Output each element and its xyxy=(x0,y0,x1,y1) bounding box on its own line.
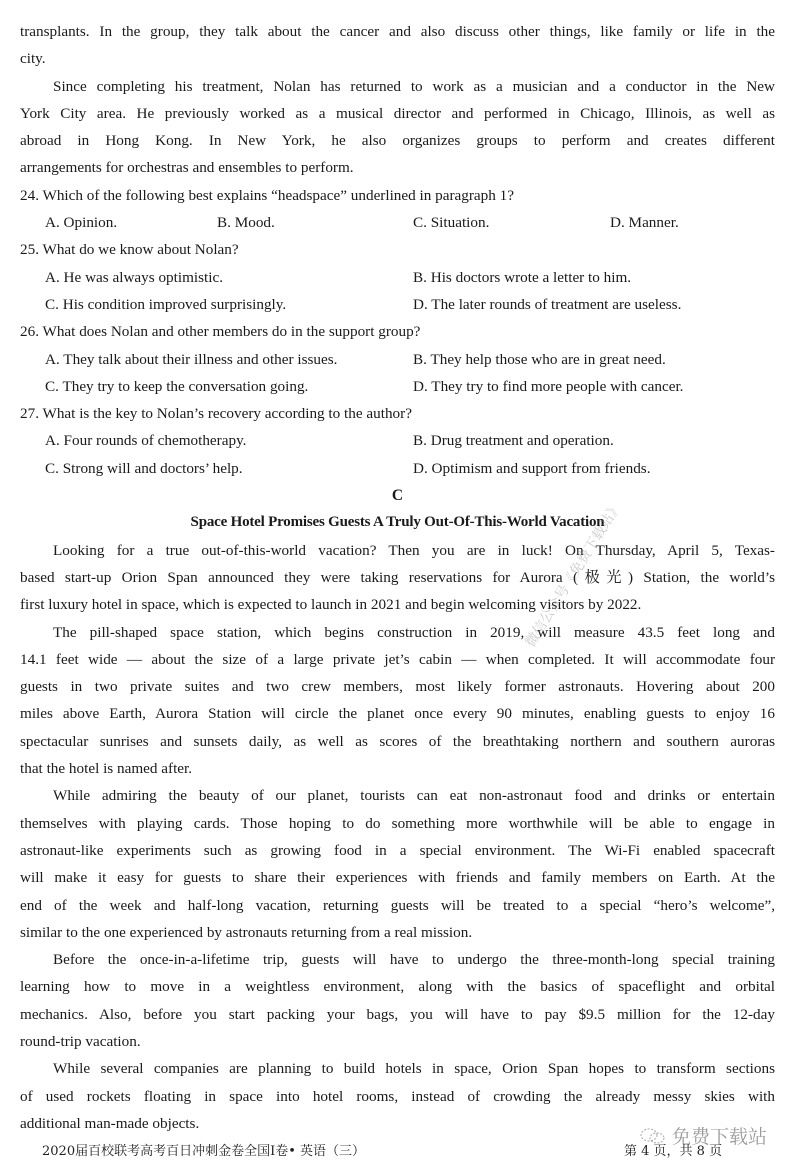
passage-c-paragraph-1 xyxy=(20,537,775,619)
paragraph-line: 14.1 feet wide — about the size of a large private jet’s cabin — when completed. It will accommodate four xyxy=(20,650,775,668)
page-footer xyxy=(42,1140,742,1159)
option-b[interactable]: B. Mood. xyxy=(217,214,275,232)
question-24-stem: 24. Which of the following best explains “headspace” underlined in paragraph 1? xyxy=(20,186,514,204)
question-26-options-row2 xyxy=(20,373,775,400)
passage-b-line: Since completing his treatment, Nolan has returned to work as a musician and a conductor in the New xyxy=(53,77,775,95)
option-a[interactable]: A. He was always optimistic. xyxy=(45,268,224,286)
question-24-options xyxy=(20,209,775,236)
watermark-diagonal: 微信公众号《免费下载站》 xyxy=(522,499,626,651)
passage-b-line: city. xyxy=(20,50,46,68)
question-26-options-row1 xyxy=(20,346,775,373)
passage-b-line: arrangements for orchestras and ensembles to perform. xyxy=(20,159,354,177)
paragraph-line: miles above Earth, Aurora Station will circle the planet once every 90 minutes, enabling guests to enjoy 16 xyxy=(20,705,775,723)
paragraph-line: Before the once-in-a-lifetime trip, guests will have to undergo the three-month-long special training xyxy=(53,951,775,969)
option-d[interactable]: D. Optimism and support from friends. xyxy=(413,459,651,477)
section-letter: C xyxy=(391,487,404,505)
paragraph-line: guests in two private suites and two crew members, most likely former astronauts. Hovering about 200 xyxy=(20,678,775,696)
paragraph-line: additional man-made objects. xyxy=(20,1114,200,1132)
passage-c-paragraph-3 xyxy=(20,782,775,946)
paragraph-line: similar to the one experienced by astronauts returning from a real mission. xyxy=(20,923,473,941)
paragraph-line: will make it easy for guests to share their experiences with friends and family members on Earth. At the xyxy=(20,869,775,887)
option-d[interactable]: D. Manner. xyxy=(610,214,679,232)
paragraph-line: Looking for a true out-of-this-world vacation? Then you are in luck! On Thursday, April 5, Texas- xyxy=(53,541,775,559)
question-25-stem: 25. What do we know about Nolan? xyxy=(20,241,239,259)
option-a[interactable]: A. Opinion. xyxy=(45,214,118,232)
question-25-options-row2 xyxy=(20,291,775,318)
paragraph-line: end of the week and half-long vacation, returning guests will be treated to a special “hero’s welcome”, xyxy=(20,896,775,914)
option-a[interactable]: A. Four rounds of chemotherapy. xyxy=(45,432,247,450)
paragraph-line: based start-up Orion Span announced they were taking reservations for Aurora (极光) Station, the world’s xyxy=(20,568,775,586)
paragraph-line: learning how to move in a weightless environment, along with the basics of spaceflight and orbital xyxy=(20,978,775,996)
question-27-stem: 27. What is the key to Nolan’s recovery according to the author? xyxy=(20,405,412,423)
paragraph-line: astronaut-like experiments such as growing food in a special environment. The Wi-Fi enabled spacecraft xyxy=(20,841,775,859)
paragraph-line: themselves with playing cards. Those hoping to do something more worthwhile will be able to engage in xyxy=(20,814,775,832)
passage-b-line: abroad in Hong Kong. In New York, he also organizes groups to perform and creates different xyxy=(20,132,775,150)
paragraph-line: mechanics. Also, before you start packing your bags, you will have to pay $9.5 million for the 12-day xyxy=(20,1005,775,1023)
paragraph-line: that the hotel is named after. xyxy=(20,760,193,778)
question-27-options-row1 xyxy=(20,427,775,454)
passage-title: Space Hotel Promises Guests A Truly Out-Of-This-World Vacation xyxy=(190,514,605,531)
option-d[interactable]: D. The later rounds of treatment are useless. xyxy=(413,295,682,313)
option-b[interactable]: B. Drug treatment and operation. xyxy=(413,432,614,450)
paragraph-line: While admiring the beauty of our planet, tourists can eat non-astronaut food and drinks or entertain xyxy=(53,787,775,805)
paragraph-line: spectacular sunrises and sunsets daily, as well as scores of the breathtaking northern and southern auroras xyxy=(20,732,775,750)
option-c[interactable]: C. Strong will and doctors’ help. xyxy=(45,459,243,477)
question-26-stem: 26. What does Nolan and other members do in the support group? xyxy=(20,323,421,341)
passage-c-paragraph-4 xyxy=(20,946,775,1055)
option-c[interactable]: C. Situation. xyxy=(413,214,490,232)
option-c[interactable]: C. They try to keep the conversation going. xyxy=(45,377,309,395)
option-c[interactable]: C. His condition improved surprisingly. xyxy=(45,295,287,313)
footer-page-number: 第 4 页，共 8 页 xyxy=(624,1144,723,1159)
option-b[interactable]: B. They help those who are in great need. xyxy=(413,350,666,368)
exam-page xyxy=(20,18,775,1137)
paragraph-line: of used rockets floating in space into hotel rooms, instead of crowding the already messy skies with xyxy=(20,1087,775,1105)
watermark-corner-text: 免费下载站 xyxy=(672,1126,768,1148)
paragraph-line: round-trip vacation. xyxy=(20,1032,141,1050)
question-25-options-row1 xyxy=(20,264,775,291)
passage-b-line: transplants. In the group, they talk about the cancer and also discuss other things, like family or life in the xyxy=(20,23,775,40)
paragraph-line: While several companies are planning to build hotels in space, Orion Span hopes to transform sections xyxy=(53,1060,775,1078)
passage-b-line: York City area. He previously worked as a musical director and performed in Chicago, Illinois, as well as xyxy=(20,104,775,122)
footer-exam-title: 2020届百校联考高考百日冲刺金卷全国Ⅰ卷• 英语（三） xyxy=(42,1144,366,1159)
paragraph-line: The pill-shaped space station, which begins construction in 2019, will measure 43.5 feet long and xyxy=(53,623,775,641)
option-b[interactable]: B. His doctors wrote a letter to him. xyxy=(413,268,632,286)
option-a[interactable]: A. They talk about their illness and other issues. xyxy=(45,350,338,368)
option-d[interactable]: D. They try to find more people with cancer. xyxy=(413,377,684,395)
question-27-options-row2 xyxy=(20,455,775,482)
passage-c-paragraph-2 xyxy=(20,619,775,783)
paragraph-line: first luxury hotel in space, which is expected to launch in 2021 and begin welcoming visitors by 2022. xyxy=(20,596,642,614)
